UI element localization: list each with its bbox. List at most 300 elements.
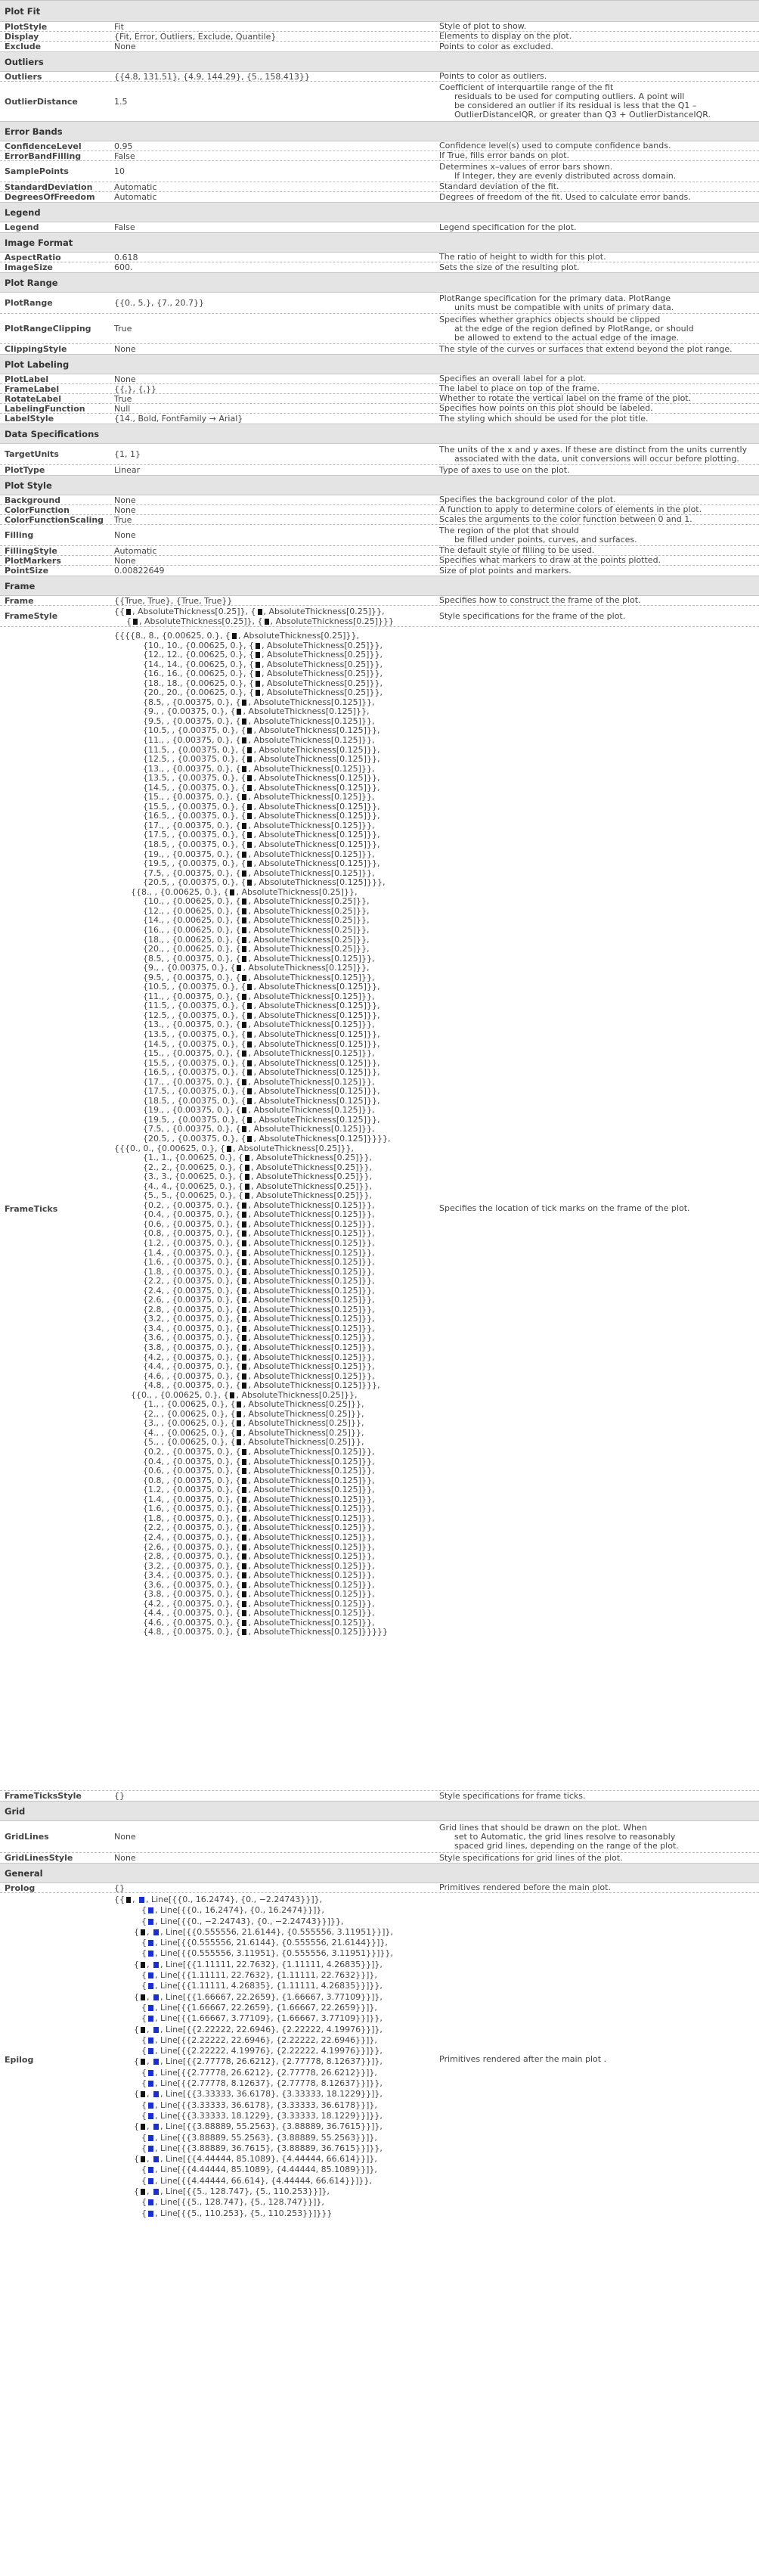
option-name: PlotType: [5, 465, 45, 475]
option-row-display: [0, 32, 759, 42]
option-description: set to Automatic, the grid lines resolve to reasonably: [454, 1831, 676, 1842]
frametick-entry: {13., , {0.00375, 0.}, { , AbsoluteThickness[0.125]}},: [143, 1020, 375, 1030]
option-description: Degrees of freedom of the fit. Used to calculate error bands.: [439, 191, 691, 202]
option-row-outlierdistance: [0, 82, 759, 121]
option-description: Confidence level(s) used to compute confidence bands.: [439, 141, 671, 151]
option-value[interactable]: {14., Bold, FontFamily → Arial}: [114, 414, 243, 424]
color-swatch-icon: [148, 2113, 153, 2119]
option-value[interactable]: {1, 1}: [114, 449, 141, 459]
color-swatch-icon: [153, 1994, 159, 2000]
option-row-labelstyle: [0, 414, 759, 424]
frametick-entry: {1.6, , {0.00375, 0.}, { , AbsoluteThickness[0.125]}},: [143, 1504, 375, 1514]
color-swatch-icon: [242, 1553, 246, 1560]
color-swatch-icon: [256, 643, 260, 649]
option-name: FrameStyle: [5, 611, 58, 621]
option-row-gridlinesstyle: [0, 1853, 759, 1863]
frametick-entry: {0.8, , {0.00375, 0.}, { , AbsoluteThickness[0.125]}},: [143, 1475, 375, 1485]
color-swatch-icon: [245, 1155, 249, 1161]
color-swatch-icon: [247, 785, 252, 791]
option-description: The ratio of height to width for this plot.: [439, 252, 606, 262]
option-name: Prolog: [5, 1882, 36, 1893]
color-swatch-icon: [242, 1525, 246, 1531]
color-swatch-icon: [247, 842, 252, 848]
option-row-legend: [0, 222, 759, 232]
color-swatch-icon: [247, 1032, 252, 1038]
option-name: ClippingStyle: [5, 344, 67, 354]
option-value[interactable]: Fit: [114, 22, 124, 31]
frametick-entry: {0.2, , {0.00375, 0.}, { , AbsoluteThickness[0.125]}},: [143, 1447, 375, 1457]
option-value[interactable]: {{4.8, 131.51}, {4.9, 144.29}, {5., 158.413}}: [114, 72, 310, 81]
frametick-entry: {11., , {0.00375, 0.}, { , AbsoluteThickness[0.125]}},: [143, 991, 375, 1001]
option-value[interactable]: False: [114, 151, 135, 160]
option-description: Type of axes to use on the plot.: [439, 464, 570, 475]
color-swatch-icon: [242, 1487, 246, 1493]
color-swatch-icon: [148, 2211, 153, 2217]
color-swatch-icon: [242, 1355, 246, 1361]
frametick-entry: {18.5, , {0.00375, 0.}, { , AbsoluteThickness[0.125]}},: [143, 840, 380, 850]
option-description: If True, fills error bands on plot.: [439, 151, 570, 160]
frametick-entry: {1.8, , {0.00375, 0.}, { , AbsoluteThickness[0.125]}},: [143, 1266, 375, 1277]
framestyle-line: {{ , AbsoluteThickness[0.25]}, { , AbsoluteThickness[0.25]}},: [114, 606, 385, 616]
frametick-entry: {5., 5., {0.00625, 0.}, { , AbsoluteThickness[0.25]}},: [143, 1190, 372, 1201]
option-value[interactable]: None: [114, 374, 136, 383]
option-description: Grid lines that should be drawn on the plot. When: [439, 1822, 647, 1833]
color-swatch-icon: [148, 1951, 153, 1957]
option-row-plottype: [0, 465, 759, 475]
epilog-entry: { , Line[{{0.555556, 21.6144}, {0.555556, 21.6144}}]},: [141, 1938, 388, 1948]
frametick-entry: {7.5, , {0.00375, 0.}, { , AbsoluteThickness[0.125]}},: [143, 867, 375, 878]
color-swatch-icon: [247, 1013, 252, 1019]
color-swatch-icon: [148, 1972, 153, 1979]
color-swatch-icon: [242, 1288, 246, 1294]
color-swatch-icon: [133, 619, 138, 625]
color-swatch-icon: [148, 2081, 153, 2087]
frametick-entry: {3.6, , {0.00375, 0.}, { , AbsoluteThickness[0.125]}},: [143, 1333, 375, 1343]
section-frame: [0, 576, 759, 596]
frameticks-value[interactable]: [113, 627, 439, 1790]
color-swatch-icon: [242, 871, 246, 877]
color-swatch-icon: [242, 1497, 246, 1503]
option-value[interactable]: None: [114, 1853, 136, 1863]
frametick-entry: {2.6, , {0.00375, 0.}, { , AbsoluteThickness[0.125]}},: [143, 1295, 375, 1305]
option-description: Style specifications for the frame of the plot.: [439, 610, 626, 621]
color-swatch-icon: [247, 861, 252, 867]
frametick-entry: {12.5, , {0.00375, 0.}, { , AbsoluteThickness[0.125]}},: [143, 754, 380, 765]
frametick-entry: {16.5, , {0.00375, 0.}, { , AbsoluteThickness[0.125]}},: [143, 811, 380, 821]
option-name: TargetUnits: [5, 449, 59, 459]
option-name: OutlierDistance: [5, 96, 78, 107]
epilog-entry: { , Line[{{5., 110.253}, {5., 110.253}}]}}}: [141, 2208, 333, 2218]
section-title: Data Specifications: [5, 428, 100, 439]
section-title: Plot Labeling: [5, 358, 70, 370]
option-row-clippingstyle: [0, 344, 759, 354]
option-description: The style of the curves or surfaces that extend beyond the plot range.: [439, 343, 733, 354]
option-value[interactable]: Automatic: [114, 546, 157, 555]
frametick-entry: {4.4, , {0.00375, 0.}, { , AbsoluteThickness[0.125]}},: [143, 1608, 375, 1619]
option-value[interactable]: True: [114, 394, 132, 403]
option-description: Coefficient of interquartile range of the fit: [439, 82, 614, 92]
frameticks-list: [114, 628, 390, 1637]
frametick-entry: {4., , {0.00625, 0.}, { , AbsoluteThickness[0.25]}},: [143, 1427, 364, 1438]
color-swatch-icon: [242, 1563, 246, 1569]
option-description: The default style of filling to be used.: [439, 545, 595, 555]
color-swatch-icon: [148, 2048, 153, 2054]
epilog-entry: { , , Line[{{2.77778, 26.6212}, {2.77778, 8.12637}}]},: [134, 2056, 383, 2067]
color-swatch-icon: [242, 1620, 246, 1626]
epilog-entry: { , Line[{{1.66667, 22.2659}, {1.66667, 22.2659}}]},: [141, 2002, 377, 2013]
frametick-entry: {10., , {0.00625, 0.}, { , AbsoluteThickness[0.25]}},: [143, 896, 370, 907]
option-description: Specifies what markers to draw at the points plotted.: [439, 555, 661, 565]
section-legend: [0, 202, 759, 222]
frametick-entry: {15., , {0.00375, 0.}, { , AbsoluteThickness[0.125]}},: [143, 792, 375, 802]
epilog-entry: { , , Line[{{1.66667, 22.2659}, {1.66667, 3.77109}}]},: [134, 1991, 383, 2002]
frametick-entry: {13.5, , {0.00375, 0.}, { , AbsoluteThickness[0.125]}},: [143, 1029, 380, 1039]
color-swatch-icon: [242, 1051, 246, 1057]
option-value[interactable]: None: [114, 530, 136, 540]
color-swatch-icon: [237, 1411, 241, 1417]
frametick-entry: {2.6, , {0.00375, 0.}, { , AbsoluteThickness[0.125]}},: [143, 1541, 375, 1552]
option-row-frame: [0, 596, 759, 606]
frametick-entry: {13., , {0.00375, 0.}, { , AbsoluteThickness[0.125]}},: [143, 763, 375, 774]
option-description: be filled under points, curves, and surfaces.: [454, 534, 637, 545]
option-name: PlotLabel: [5, 374, 49, 384]
frametick-entry: {2.4, , {0.00375, 0.}, { , AbsoluteThickness[0.125]}},: [143, 1532, 375, 1542]
section-title: Error Bands: [5, 126, 63, 137]
color-swatch-icon: [242, 1203, 246, 1209]
option-value[interactable]: False: [114, 222, 135, 232]
frametick-entry: {3.2, , {0.00375, 0.}, { , AbsoluteThickness[0.125]}},: [143, 1314, 375, 1324]
option-value[interactable]: 0.618: [114, 253, 138, 262]
frametick-entry: {11.5, , {0.00375, 0.}, { , AbsoluteThickness[0.125]}},: [143, 744, 380, 755]
color-swatch-icon: [141, 2156, 145, 2162]
section-general: [0, 1863, 759, 1883]
frametick-entry: {{{{8., 8., {0.00625, 0.}, { , AbsoluteThickness[0.25]}},: [114, 631, 359, 641]
frametick-entry: {2.8, , {0.00375, 0.}, { , AbsoluteThickness[0.125]}},: [143, 1304, 375, 1314]
option-value[interactable]: {{,}, {,}}: [114, 384, 156, 393]
option-name: SamplePoints: [5, 166, 69, 176]
color-swatch-icon: [247, 880, 252, 886]
frametick-entry: {2., , {0.00625, 0.}, { , AbsoluteThickness[0.25]}},: [143, 1408, 364, 1419]
epilog-entry: {{ , , Line[{{0., 16.2474}, {0., −2.24743}}]},: [114, 1895, 323, 1904]
option-value[interactable]: Null: [114, 404, 131, 413]
frametick-entry: {8.5, , {0.00375, 0.}, { , AbsoluteThickness[0.125]}},: [143, 953, 375, 964]
framestyle-line: { , AbsoluteThickness[0.25]}, { , AbsoluteThickness[0.25]}}}: [126, 616, 395, 626]
color-swatch-icon: [148, 2016, 153, 2022]
frametick-entry: {4.6, , {0.00375, 0.}, { , AbsoluteThickness[0.125]}},: [143, 1370, 375, 1381]
option-description: PlotRange specification for the primary data. PlotRange: [439, 293, 671, 303]
section-title: Legend: [5, 206, 41, 218]
color-swatch-icon: [242, 1297, 246, 1303]
epilog-entry: { , , Line[{{3.33333, 36.6178}, {3.33333, 18.1229}}]},: [134, 2089, 383, 2100]
color-swatch-icon: [227, 1146, 231, 1152]
frametick-entry: {4., 4., {0.00625, 0.}, { , AbsoluteThickness[0.25]}},: [143, 1181, 372, 1191]
color-swatch-icon: [242, 956, 246, 962]
section-plot-range: [0, 272, 759, 293]
option-name: Frame: [5, 595, 34, 606]
frametick-entry: {14., , {0.00625, 0.}, { , AbsoluteThickness[0.25]}},: [143, 915, 370, 926]
frametick-entry: {16., , {0.00625, 0.}, { , AbsoluteThickness[0.25]}},: [143, 924, 370, 935]
frametick-entry: {9.5, , {0.00375, 0.}, { , AbsoluteThickness[0.125]}},: [143, 972, 375, 982]
color-swatch-icon: [242, 1240, 246, 1246]
frametick-entry: {1.4, , {0.00375, 0.}, { , AbsoluteThickness[0.125]}},: [143, 1247, 375, 1258]
frametick-entry: {15., , {0.00375, 0.}, { , AbsoluteThickness[0.125]}},: [143, 1048, 375, 1059]
color-swatch-icon: [242, 1221, 246, 1227]
option-description: Whether to rotate the vertical label on the frame of the plot.: [439, 393, 692, 403]
frametick-entry: {13.5, , {0.00375, 0.}, { , AbsoluteThickness[0.125]}},: [143, 773, 380, 784]
color-swatch-icon: [242, 917, 246, 923]
color-swatch-icon: [245, 1174, 249, 1180]
option-description: The units of the x and y axes. If these are distinct from the units currently: [439, 444, 748, 455]
color-swatch-icon: [247, 1117, 252, 1123]
option-row-gridlines: [0, 1821, 759, 1853]
section-title: Plot Style: [5, 480, 52, 491]
option-value[interactable]: Automatic: [114, 182, 157, 191]
option-name: ErrorBandFilling: [5, 151, 82, 161]
frametick-entry: {17., , {0.00375, 0.}, { , AbsoluteThickness[0.125]}},: [143, 820, 375, 830]
frametick-entry: {1.8, , {0.00375, 0.}, { , AbsoluteThickness[0.125]}},: [143, 1513, 375, 1523]
color-swatch-icon: [153, 1929, 159, 1935]
option-name: Filling: [5, 530, 34, 540]
frametick-entry: {19., , {0.00375, 0.}, { , AbsoluteThickness[0.125]}},: [143, 849, 375, 859]
option-name: Epilog: [5, 2054, 34, 2065]
option-description: be considered an outlier if its residual is less that the Q1 –: [454, 101, 697, 110]
epilog-entry: { , , Line[{{3.88889, 55.2563}, {3.88889, 36.7615}}]},: [134, 2121, 383, 2132]
color-swatch-icon: [265, 619, 269, 625]
epilog-value[interactable]: [113, 1893, 439, 2226]
color-swatch-icon: [242, 700, 246, 706]
option-name: LabelingFunction: [5, 403, 85, 414]
color-swatch-icon: [242, 946, 246, 952]
frametick-entry: {15.5, , {0.00375, 0.}, { , AbsoluteThickness[0.125]}},: [143, 1057, 380, 1068]
color-swatch-icon: [242, 1373, 246, 1380]
option-name: FrameTicks: [5, 1203, 58, 1214]
frametick-entry: {9., , {0.00375, 0.}, { , AbsoluteThickness[0.125]}},: [143, 706, 370, 717]
option-description: associated with the data, unit conversions will occur before plotting.: [454, 453, 739, 464]
option-row-confidencelevel: [0, 141, 759, 151]
section-title: Plot Fit: [5, 5, 41, 17]
color-swatch-icon: [237, 1401, 241, 1407]
option-name: LabelStyle: [5, 414, 54, 424]
epilog-entry: { , Line[{{3.33333, 36.6178}, {3.33333, 36.6178}}]},: [141, 2100, 377, 2110]
option-name: AspectRatio: [5, 252, 61, 262]
option-value[interactable]: Linear: [114, 465, 141, 475]
frametick-entry: {8.5, , {0.00375, 0.}, { , AbsoluteThickness[0.125]}},: [143, 697, 375, 707]
color-swatch-icon: [141, 1994, 145, 2000]
color-swatch-icon: [242, 794, 246, 800]
frametick-entry: {1., 1., {0.00625, 0.}, { , AbsoluteThickness[0.25]}},: [143, 1153, 372, 1163]
frametick-entry: {19.5, , {0.00375, 0.}, { , AbsoluteThickness[0.125]}},: [143, 858, 380, 869]
option-value[interactable]: None: [114, 42, 136, 51]
color-swatch-icon: [242, 898, 246, 905]
color-swatch-icon: [232, 633, 237, 639]
color-swatch-icon: [247, 813, 252, 819]
option-name: PlotMarkers: [5, 555, 61, 566]
option-value[interactable]: {}: [114, 1883, 125, 1892]
option-value[interactable]: {{True, True}, {True, True}}: [114, 596, 233, 605]
option-value[interactable]: None: [114, 495, 136, 504]
color-swatch-icon: [242, 937, 246, 943]
frametick-entry: {1., , {0.00625, 0.}, { , AbsoluteThickness[0.25]}},: [143, 1399, 364, 1410]
option-value[interactable]: True: [114, 324, 132, 334]
frametick-entry: {2.2, , {0.00375, 0.}, { , AbsoluteThickness[0.125]}},: [143, 1522, 375, 1533]
option-value[interactable]: None: [114, 505, 136, 514]
section-plot-labeling: [0, 354, 759, 374]
option-row-frameticksstyle: [0, 1791, 759, 1801]
frametick-entry: {4.6, , {0.00375, 0.}, { , AbsoluteThickness[0.125]}},: [143, 1617, 375, 1628]
option-row-plotrange: [0, 293, 759, 314]
frametick-entry: {20.5, , {0.00375, 0.}, { , AbsoluteThickness[0.125]}}},: [143, 877, 386, 888]
option-value[interactable]: 0.95: [114, 141, 133, 151]
color-swatch-icon: [237, 1420, 241, 1426]
option-value[interactable]: {}: [114, 1791, 125, 1801]
option-description: Primitives rendered after the main plot .: [439, 2054, 607, 2064]
color-swatch-icon: [247, 804, 252, 810]
option-name: Outliers: [5, 71, 42, 82]
color-swatch-icon: [247, 775, 252, 781]
frametick-entry: {11., , {0.00375, 0.}, { , AbsoluteThickness[0.125]}},: [143, 735, 375, 746]
epilog-entry: { , , Line[{{1.11111, 22.7632}, {1.11111, 4.26835}}]},: [134, 1959, 383, 1969]
section-error-bands: [0, 121, 759, 141]
frametick-entry: {9., , {0.00375, 0.}, { , AbsoluteThickness[0.125]}},: [143, 963, 370, 973]
option-description: residuals to be used for computing outliers. A point will: [454, 92, 685, 101]
option-name: PlotStyle: [5, 21, 48, 32]
color-swatch-icon: [242, 1582, 246, 1588]
frametick-entry: {3., , {0.00625, 0.}, { , AbsoluteThickness[0.25]}},: [143, 1418, 364, 1429]
frametick-entry: {19.5, , {0.00375, 0.}, { , AbsoluteThickness[0.125]}},: [143, 1114, 380, 1125]
color-swatch-icon: [247, 1060, 252, 1066]
color-swatch-icon: [153, 2059, 159, 2065]
frametick-entry: {0.6, , {0.00375, 0.}, { , AbsoluteThickness[0.125]}},: [143, 1218, 375, 1229]
frametick-entry: {10., 10., {0.00625, 0.}, { , AbsoluteThickness[0.25]}},: [143, 640, 383, 650]
option-name: GridLines: [5, 1832, 49, 1842]
option-value[interactable]: [113, 606, 439, 626]
epilog-entry: { , Line[{{2.22222, 4.19976}, {2.22222, 4.19976}}]}},: [141, 2046, 383, 2056]
frametick-entry: {{0., , {0.00625, 0.}, { , AbsoluteThickness[0.25]}},: [131, 1389, 358, 1400]
color-swatch-icon: [247, 1041, 252, 1047]
frametick-entry: {16., 16., {0.00625, 0.}, { , AbsoluteThickness[0.25]}},: [143, 669, 383, 679]
option-description: Standard deviation of the fit.: [439, 182, 559, 191]
option-value[interactable]: {{0., 5.}, {7., 20.7}}: [114, 298, 204, 308]
frametick-entry: {2.2, , {0.00375, 0.}, { , AbsoluteThickness[0.125]}},: [143, 1276, 375, 1286]
option-description: Specifies the background color of the plot.: [439, 495, 616, 504]
option-name: PlotRange: [5, 298, 53, 308]
option-description: Scales the arguments to the color function between 0 and 1.: [439, 514, 692, 524]
color-swatch-icon: [153, 2027, 159, 2033]
color-swatch-icon: [247, 1088, 252, 1094]
option-description: Specifies the location of tick marks on the frame of the plot.: [439, 1203, 690, 1213]
color-swatch-icon: [141, 2189, 145, 2195]
epilog-entry: { , Line[{{0., −2.24743}, {0., −2.24743}}]}},: [141, 1916, 344, 1926]
color-swatch-icon: [148, 2135, 153, 2141]
epilog-entry: { , Line[{{3.88889, 36.7615}, {3.88889, 36.7615}}]}},: [141, 2143, 383, 2153]
option-name: PointSize: [5, 566, 49, 576]
option-value[interactable]: True: [114, 515, 132, 524]
option-value[interactable]: 1.5: [114, 96, 128, 107]
frametick-entry: {0.8, , {0.00375, 0.}, { , AbsoluteThickness[0.125]}},: [143, 1228, 375, 1239]
option-description: Specifies an overall label for a plot.: [439, 374, 587, 383]
frametick-entry: {3.2, , {0.00375, 0.}, { , AbsoluteThickness[0.125]}},: [143, 1560, 375, 1571]
option-name: GridLinesStyle: [5, 1853, 73, 1863]
option-description: Style specifications for frame ticks.: [439, 1790, 586, 1801]
option-value[interactable]: None: [114, 344, 136, 354]
option-value[interactable]: 10: [114, 166, 125, 176]
color-swatch-icon: [242, 1364, 246, 1370]
option-row-frameticks: [0, 627, 759, 1791]
option-value[interactable]: 0.00822649: [114, 566, 165, 576]
option-description: Style of plot to show.: [439, 21, 527, 31]
option-row-imagesize: [0, 262, 759, 272]
color-swatch-icon: [242, 1316, 246, 1322]
color-swatch-icon: [148, 2038, 153, 2044]
option-row-prolog: [0, 1883, 759, 1893]
option-description: spaced grid lines, depending on the range of the plot.: [454, 1840, 679, 1851]
option-description: Points to color as excluded.: [439, 41, 553, 51]
frametick-entry: {4.2, , {0.00375, 0.}, { , AbsoluteThickness[0.125]}},: [143, 1598, 375, 1609]
option-value[interactable]: Automatic: [114, 192, 157, 202]
color-swatch-icon: [230, 1392, 234, 1398]
option-description: Points to color as outliers.: [439, 71, 547, 81]
color-swatch-icon: [148, 2103, 153, 2109]
frametick-entry: {10.5, , {0.00375, 0.}, { , AbsoluteThickness[0.125]}},: [143, 725, 380, 736]
color-swatch-icon: [148, 1940, 153, 1946]
option-row-framestyle: [0, 606, 759, 627]
frametick-entry: {12., , {0.00625, 0.}, { , AbsoluteThickness[0.25]}},: [143, 905, 370, 916]
color-swatch-icon: [126, 1897, 131, 1903]
option-description: The label to place on top of the frame.: [439, 383, 600, 393]
color-swatch-icon: [141, 2059, 145, 2065]
frametick-entry: {7.5, , {0.00375, 0.}, { , AbsoluteThickness[0.125]}},: [143, 1124, 375, 1134]
frametick-entry: {1.2, , {0.00375, 0.}, { , AbsoluteThickness[0.125]}},: [143, 1485, 375, 1495]
option-row-targetunits: [0, 444, 759, 465]
option-name: Exclude: [5, 42, 42, 51]
option-name: FrameLabel: [5, 383, 60, 394]
color-swatch-icon: [242, 1449, 246, 1455]
color-swatch-icon: [242, 1468, 246, 1474]
option-name: DegreesOfFreedom: [5, 192, 95, 202]
option-value[interactable]: 600.: [114, 262, 133, 272]
option-name: RotateLabel: [5, 393, 61, 404]
epilog-entry: { , Line[{{1.66667, 3.77109}, {1.66667, 3.77109}}]}},: [141, 2013, 383, 2024]
frametick-entry: {18., 18., {0.00625, 0.}, { , AbsoluteThickness[0.25]}},: [143, 678, 383, 688]
option-description: Specifies how to construct the frame of the plot.: [439, 595, 641, 605]
section-title: Frame: [5, 580, 36, 591]
color-swatch-icon: [148, 1919, 153, 1925]
option-description: Specifies whether graphics objects should be clipped: [439, 314, 661, 324]
option-value[interactable]: {Fit, Error, Outliers, Exclude, Quantile}: [114, 32, 277, 41]
color-swatch-icon: [242, 737, 246, 743]
color-swatch-icon: [242, 1591, 246, 1597]
option-value[interactable]: None: [114, 556, 136, 565]
color-swatch-icon: [247, 747, 252, 753]
frametick-entry: {18., , {0.00625, 0.}, { , AbsoluteThickness[0.25]}},: [143, 934, 370, 945]
option-name: ColorFunction: [5, 504, 70, 515]
frametick-entry: {4.8, , {0.00375, 0.}, { , AbsoluteThickness[0.125]}}}}}: [143, 1627, 388, 1637]
option-row-pointsize: [0, 566, 759, 576]
color-swatch-icon: [256, 652, 260, 658]
option-name: FillingStyle: [5, 545, 57, 556]
epilog-entry: { , Line[{{1.11111, 22.7632}, {1.11111, 22.7632}}]},: [141, 1970, 377, 1981]
frametick-entry: {2., 2., {0.00625, 0.}, { , AbsoluteThickness[0.25]}},: [143, 1162, 372, 1172]
color-swatch-icon: [242, 718, 246, 725]
option-row-standarddeviation: [0, 182, 759, 192]
frametick-entry: {4.2, , {0.00375, 0.}, { , AbsoluteThickness[0.125]}},: [143, 1352, 375, 1362]
epilog-entry: { , Line[{{1.11111, 4.26835}, {1.11111, 4.26835}}]}},: [141, 1981, 383, 1991]
option-value[interactable]: None: [114, 1832, 136, 1842]
color-swatch-icon: [247, 832, 252, 838]
color-swatch-icon: [126, 609, 131, 615]
option-name: ColorFunctionScaling: [5, 514, 104, 525]
section-image-format: [0, 232, 759, 253]
